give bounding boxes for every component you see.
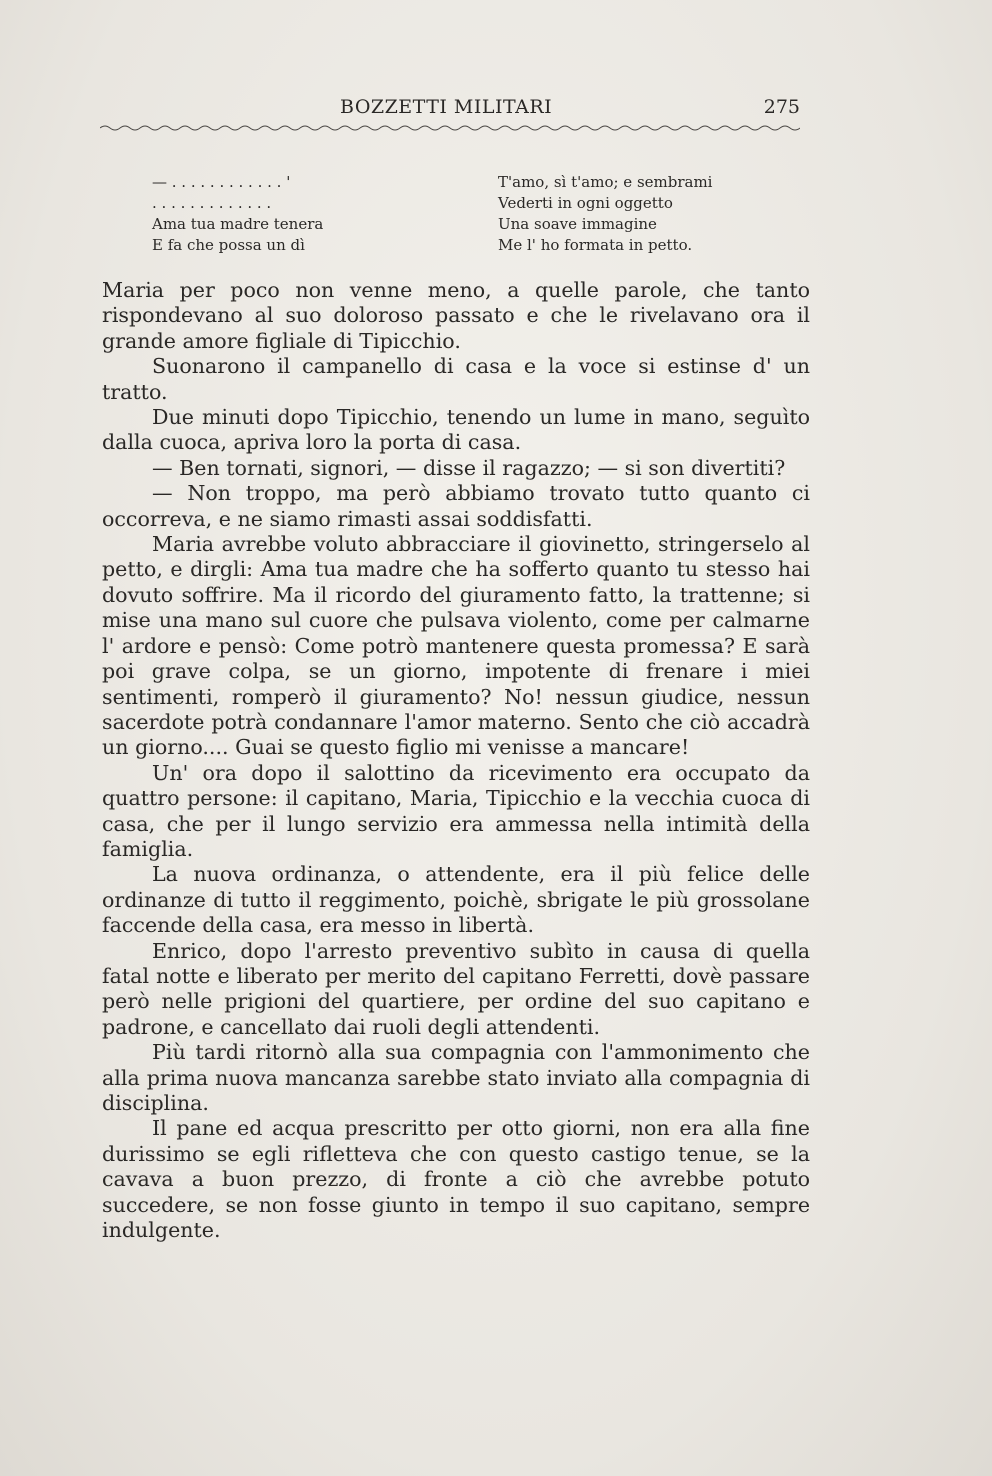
running-title: BOZZETTI MILITARI: [340, 96, 553, 118]
poem-line: . . . . . . . . . . . . .: [152, 194, 272, 212]
paragraph: Più tardi ritornò alla sua compagnia con l'ammonimento che alla prima nuova mancanza sarebbe stato inviato alla compagnia di disciplina.: [102, 1040, 810, 1115]
poem-line: — . . . . . . . . . . . . ': [152, 173, 291, 191]
paragraph: Maria per poco non venne meno, a quelle parole, che tanto rispondevano al suo doloroso passato e che le rivelavano ora il grande amore figliale di Tipicchio.: [102, 278, 810, 353]
paragraph: Due minuti dopo Tipicchio, tenendo un lume in mano, seguìto dalla cuoca, apriva loro la porta di casa.: [102, 405, 810, 455]
poem-left-column: [152, 172, 323, 256]
decorative-wavy-rule: [100, 124, 800, 132]
paragraph: Un' ora dopo il salottino da ricevimento era occupato da quattro persone: il capitano, Maria, Tipicchio e la vecchia cuoca di casa, che per il lungo servizio era ammessa nella intimità della famiglia.: [102, 760, 810, 861]
poem-line: Vederti in ogni oggetto: [498, 194, 673, 212]
paragraph: La nuova ordinanza, o attendente, era il più felice delle ordinanze di tutto il reggimento, poichè, sbrigate le più grossolane faccende della casa, era messo in libertà.: [102, 862, 810, 938]
paragraph: — Non troppo, ma però abbiamo trovato tutto quanto ci occorreva, e ne siamo rimasti assai soddisfatti.: [102, 481, 810, 531]
paragraph: — Ben tornati, signori, — disse il ragazzo; — si son divertiti?: [152, 455, 786, 480]
poem-line: Me l' ho formata in petto.: [498, 236, 693, 254]
poem-line: Ama tua madre tenera: [152, 215, 324, 233]
paragraph: Il pane ed acqua prescritto per otto giorni, non era alla fine durissimo se egli rifletteva che con questo castigo tenue, se la cavava a buon prezzo, di fronte a ciò che avrebbe potuto succedere, se non fosse giunto in tempo il suo capitano, sempre indulgente.: [102, 1116, 810, 1243]
paragraph: Enrico, dopo l'arresto preventivo subìto in causa di quella fatal notte e liberato per merito del capitano Ferretti, dovè passare però nelle prigioni del quartiere, per ordine del suo capitano e padrone, e cancellato dai ruoli degli attendenti.: [102, 938, 810, 1039]
paragraph: Maria avrebbe voluto abbracciare il giovinetto, stringerselo al petto, e dirgli: Ama tua madre che ha sofferto quanto tu stesso hai dovuto soffrire. Ma il ricordo del giuramento fatto, la trattenne; si mise una mano sul cuore che pulsava violento, come per calmarne l' ardore e pensò: Come potrò mantenere questa promessa? E sarà poi grave colpa, se un giorno, impotente di frenare i miei sentimenti, romperò il giuramento? No! nessun giudice, nessun sacerdote potrà condannare l'amor materno. Sento che ciò accadrà un giorno.... Guai se questo figlio mi venisse a mancare!: [102, 532, 810, 760]
paragraph: Suonarono il campanello di casa e la voce si estinse d' un tratto.: [102, 354, 810, 404]
page-number: 275: [763, 96, 800, 118]
body-text: [102, 278, 810, 1243]
page-header: [100, 96, 800, 126]
poem-line: E fa che possa un dì: [152, 236, 305, 254]
poem-line: T'amo, sì t'amo; e sembrami: [498, 173, 713, 191]
poem-right-column: [498, 172, 712, 256]
poem-line: Una soave immagine: [498, 215, 657, 233]
